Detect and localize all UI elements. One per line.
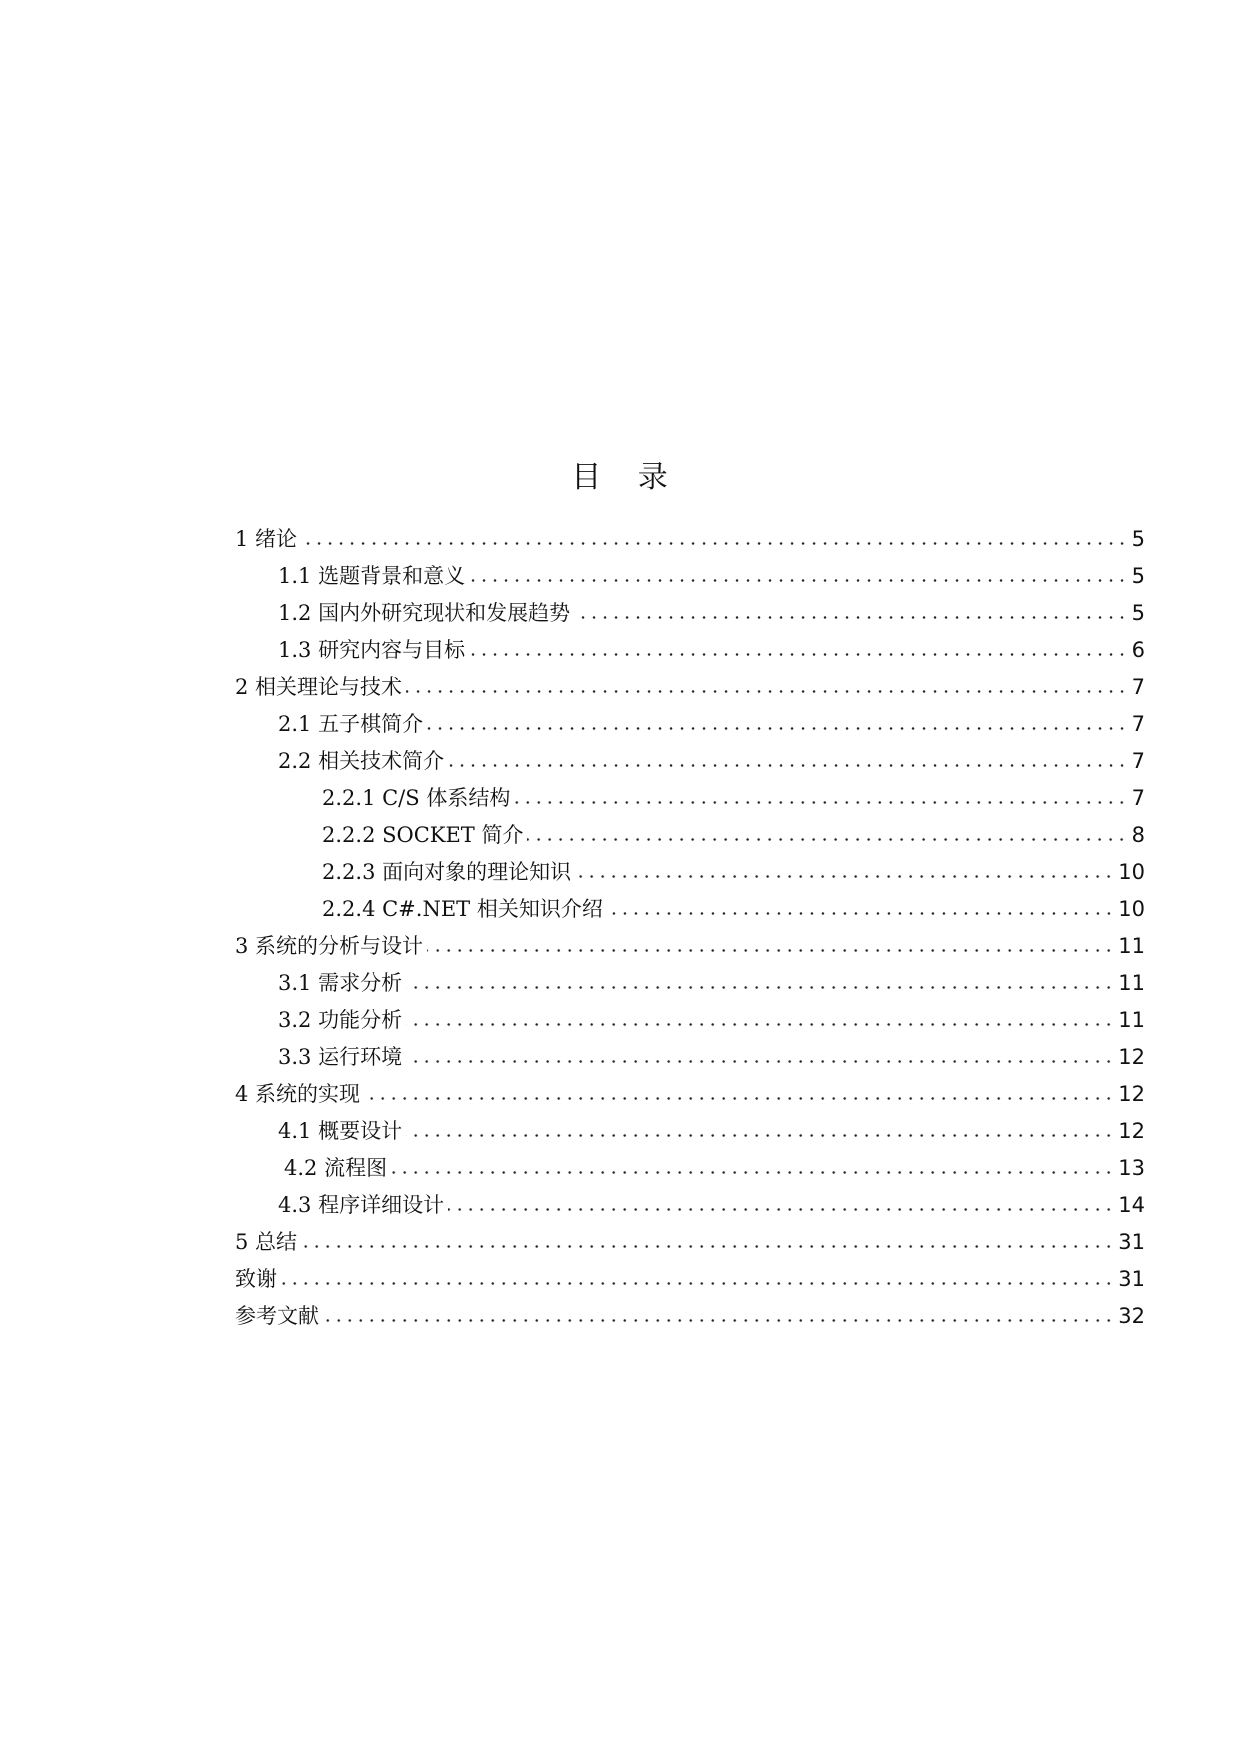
toc-entry-page: 10 bbox=[1118, 860, 1145, 884]
toc-entry-page: 5 bbox=[1131, 564, 1145, 588]
dot-leader bbox=[574, 615, 1128, 620]
toc-entry-page: 7 bbox=[1131, 749, 1145, 773]
toc-entry-label: 3 系统的分析与设计 bbox=[235, 934, 424, 958]
toc-entry-page: 6 bbox=[1131, 638, 1145, 662]
toc-entry-acknowledgements[interactable] bbox=[235, 1255, 1145, 1292]
dot-leader bbox=[427, 948, 1114, 953]
toc-entry-label: 3.2 功能分析 bbox=[278, 1008, 403, 1032]
dot-leader bbox=[301, 1244, 1114, 1249]
dot-leader bbox=[406, 1022, 1114, 1027]
toc-entry-subsection-2-2-2[interactable] bbox=[322, 811, 1145, 848]
toc-entry-page: 11 bbox=[1118, 934, 1145, 958]
toc-entry-page: 5 bbox=[1131, 601, 1145, 625]
toc-entry-page: 12 bbox=[1118, 1119, 1145, 1143]
toc-entry-section-3-2[interactable] bbox=[278, 996, 1145, 1033]
dot-leader bbox=[575, 874, 1114, 879]
toc-entry-section-3-1[interactable] bbox=[278, 959, 1145, 996]
dot-leader bbox=[406, 689, 1128, 694]
toc-entry-section-4-3[interactable] bbox=[278, 1181, 1145, 1218]
toc-entry-page: 5 bbox=[1131, 527, 1145, 551]
dot-leader bbox=[364, 1096, 1114, 1101]
dot-leader bbox=[607, 911, 1114, 916]
toc-entry-label: 2.2.1 C/S 体系结构 bbox=[322, 786, 511, 810]
toc-entry-label: 参考文献 bbox=[235, 1304, 319, 1328]
dot-leader bbox=[427, 726, 1128, 731]
toc-entry-section-1-2[interactable] bbox=[278, 589, 1145, 626]
toc-entry-label: 4.3 程序详细设计 bbox=[278, 1193, 445, 1217]
toc-entry-page: 14 bbox=[1118, 1193, 1145, 1217]
toc-entry-page: 11 bbox=[1118, 971, 1145, 995]
dot-leader bbox=[448, 763, 1128, 768]
toc-entry-label: 2.1 五子棋简介 bbox=[278, 712, 424, 736]
toc-entry-subsection-2-2-3[interactable] bbox=[322, 848, 1145, 885]
toc-entry-page: 32 bbox=[1118, 1304, 1145, 1328]
toc-entry-label: 1 绪论 bbox=[235, 527, 298, 551]
toc-entry-label: 3.1 需求分析 bbox=[278, 971, 403, 995]
toc-title: 目 录 bbox=[571, 460, 670, 495]
toc-entry-label: 3.3 运行环境 bbox=[278, 1045, 403, 1069]
toc-entry-chapter-4[interactable] bbox=[235, 1070, 1145, 1107]
dot-leader bbox=[406, 1133, 1114, 1138]
dot-leader bbox=[469, 652, 1128, 657]
toc-entry-label: 2 相关理论与技术 bbox=[235, 675, 403, 699]
toc-entry-section-2-2[interactable] bbox=[278, 737, 1145, 774]
toc-entry-references[interactable] bbox=[235, 1292, 1145, 1329]
toc-entry-page: 7 bbox=[1131, 712, 1145, 736]
toc-entry-chapter-1[interactable] bbox=[235, 515, 1145, 552]
toc-entry-section-1-3[interactable] bbox=[278, 626, 1145, 663]
toc-entry-label: 1.1 选题背景和意义 bbox=[278, 564, 466, 588]
toc-entry-page: 12 bbox=[1118, 1045, 1145, 1069]
toc-entry-label: 1.3 研究内容与目标 bbox=[278, 638, 466, 662]
toc-entry-label: 4.2 流程图 bbox=[284, 1156, 388, 1180]
toc-entry-label: 1.2 国内外研究现状和发展趋势 bbox=[278, 601, 571, 625]
toc-entry-label: 5 总结 bbox=[235, 1230, 298, 1254]
toc-entry-page: 7 bbox=[1131, 675, 1145, 699]
toc-entry-label: 4.1 概要设计 bbox=[278, 1119, 403, 1143]
dot-leader bbox=[391, 1170, 1114, 1175]
toc-entry-subsection-2-2-4[interactable] bbox=[322, 885, 1145, 922]
toc-entry-page: 12 bbox=[1118, 1082, 1145, 1106]
dot-leader bbox=[514, 800, 1127, 805]
toc-entry-page: 8 bbox=[1131, 823, 1145, 847]
toc-entry-section-4-1[interactable] bbox=[278, 1107, 1145, 1144]
toc-entry-label: 致谢 bbox=[235, 1267, 277, 1291]
dot-leader bbox=[301, 541, 1128, 546]
toc-entry-chapter-5[interactable] bbox=[235, 1218, 1145, 1255]
dot-leader bbox=[527, 837, 1127, 842]
dot-leader bbox=[469, 578, 1128, 583]
toc-entry-section-1-1[interactable] bbox=[278, 552, 1145, 589]
dot-leader bbox=[406, 985, 1114, 990]
dot-leader bbox=[406, 1059, 1114, 1064]
toc-entry-page: 11 bbox=[1118, 1008, 1145, 1032]
dot-leader bbox=[323, 1318, 1114, 1323]
toc-entry-label: 2.2.4 C#.NET 相关知识介绍 bbox=[322, 897, 603, 921]
toc-entry-label: 2.2.2 SOCKET 简介 bbox=[322, 823, 524, 847]
toc-entry-chapter-3[interactable] bbox=[235, 922, 1145, 959]
toc-entry-label: 2.2 相关技术简介 bbox=[278, 749, 445, 773]
toc-entry-page: 13 bbox=[1118, 1156, 1145, 1180]
toc-entry-page: 7 bbox=[1131, 786, 1145, 810]
toc-entry-label: 4 系统的实现 bbox=[235, 1082, 361, 1106]
toc-entry-chapter-2[interactable] bbox=[235, 663, 1145, 700]
toc-entry-page: 31 bbox=[1118, 1267, 1145, 1291]
toc-entry-section-3-3[interactable] bbox=[278, 1033, 1145, 1070]
toc-entry-page: 10 bbox=[1118, 897, 1145, 921]
dot-leader bbox=[281, 1281, 1114, 1286]
toc-entry-section-2-1[interactable] bbox=[278, 700, 1145, 737]
toc-entry-section-4-2[interactable] bbox=[284, 1144, 1145, 1181]
dot-leader bbox=[448, 1207, 1114, 1212]
toc-entry-label: 2.2.3 面向对象的理论知识 bbox=[322, 860, 572, 884]
toc-entry-subsection-2-2-1[interactable] bbox=[322, 774, 1145, 811]
toc-entry-page: 31 bbox=[1118, 1230, 1145, 1254]
